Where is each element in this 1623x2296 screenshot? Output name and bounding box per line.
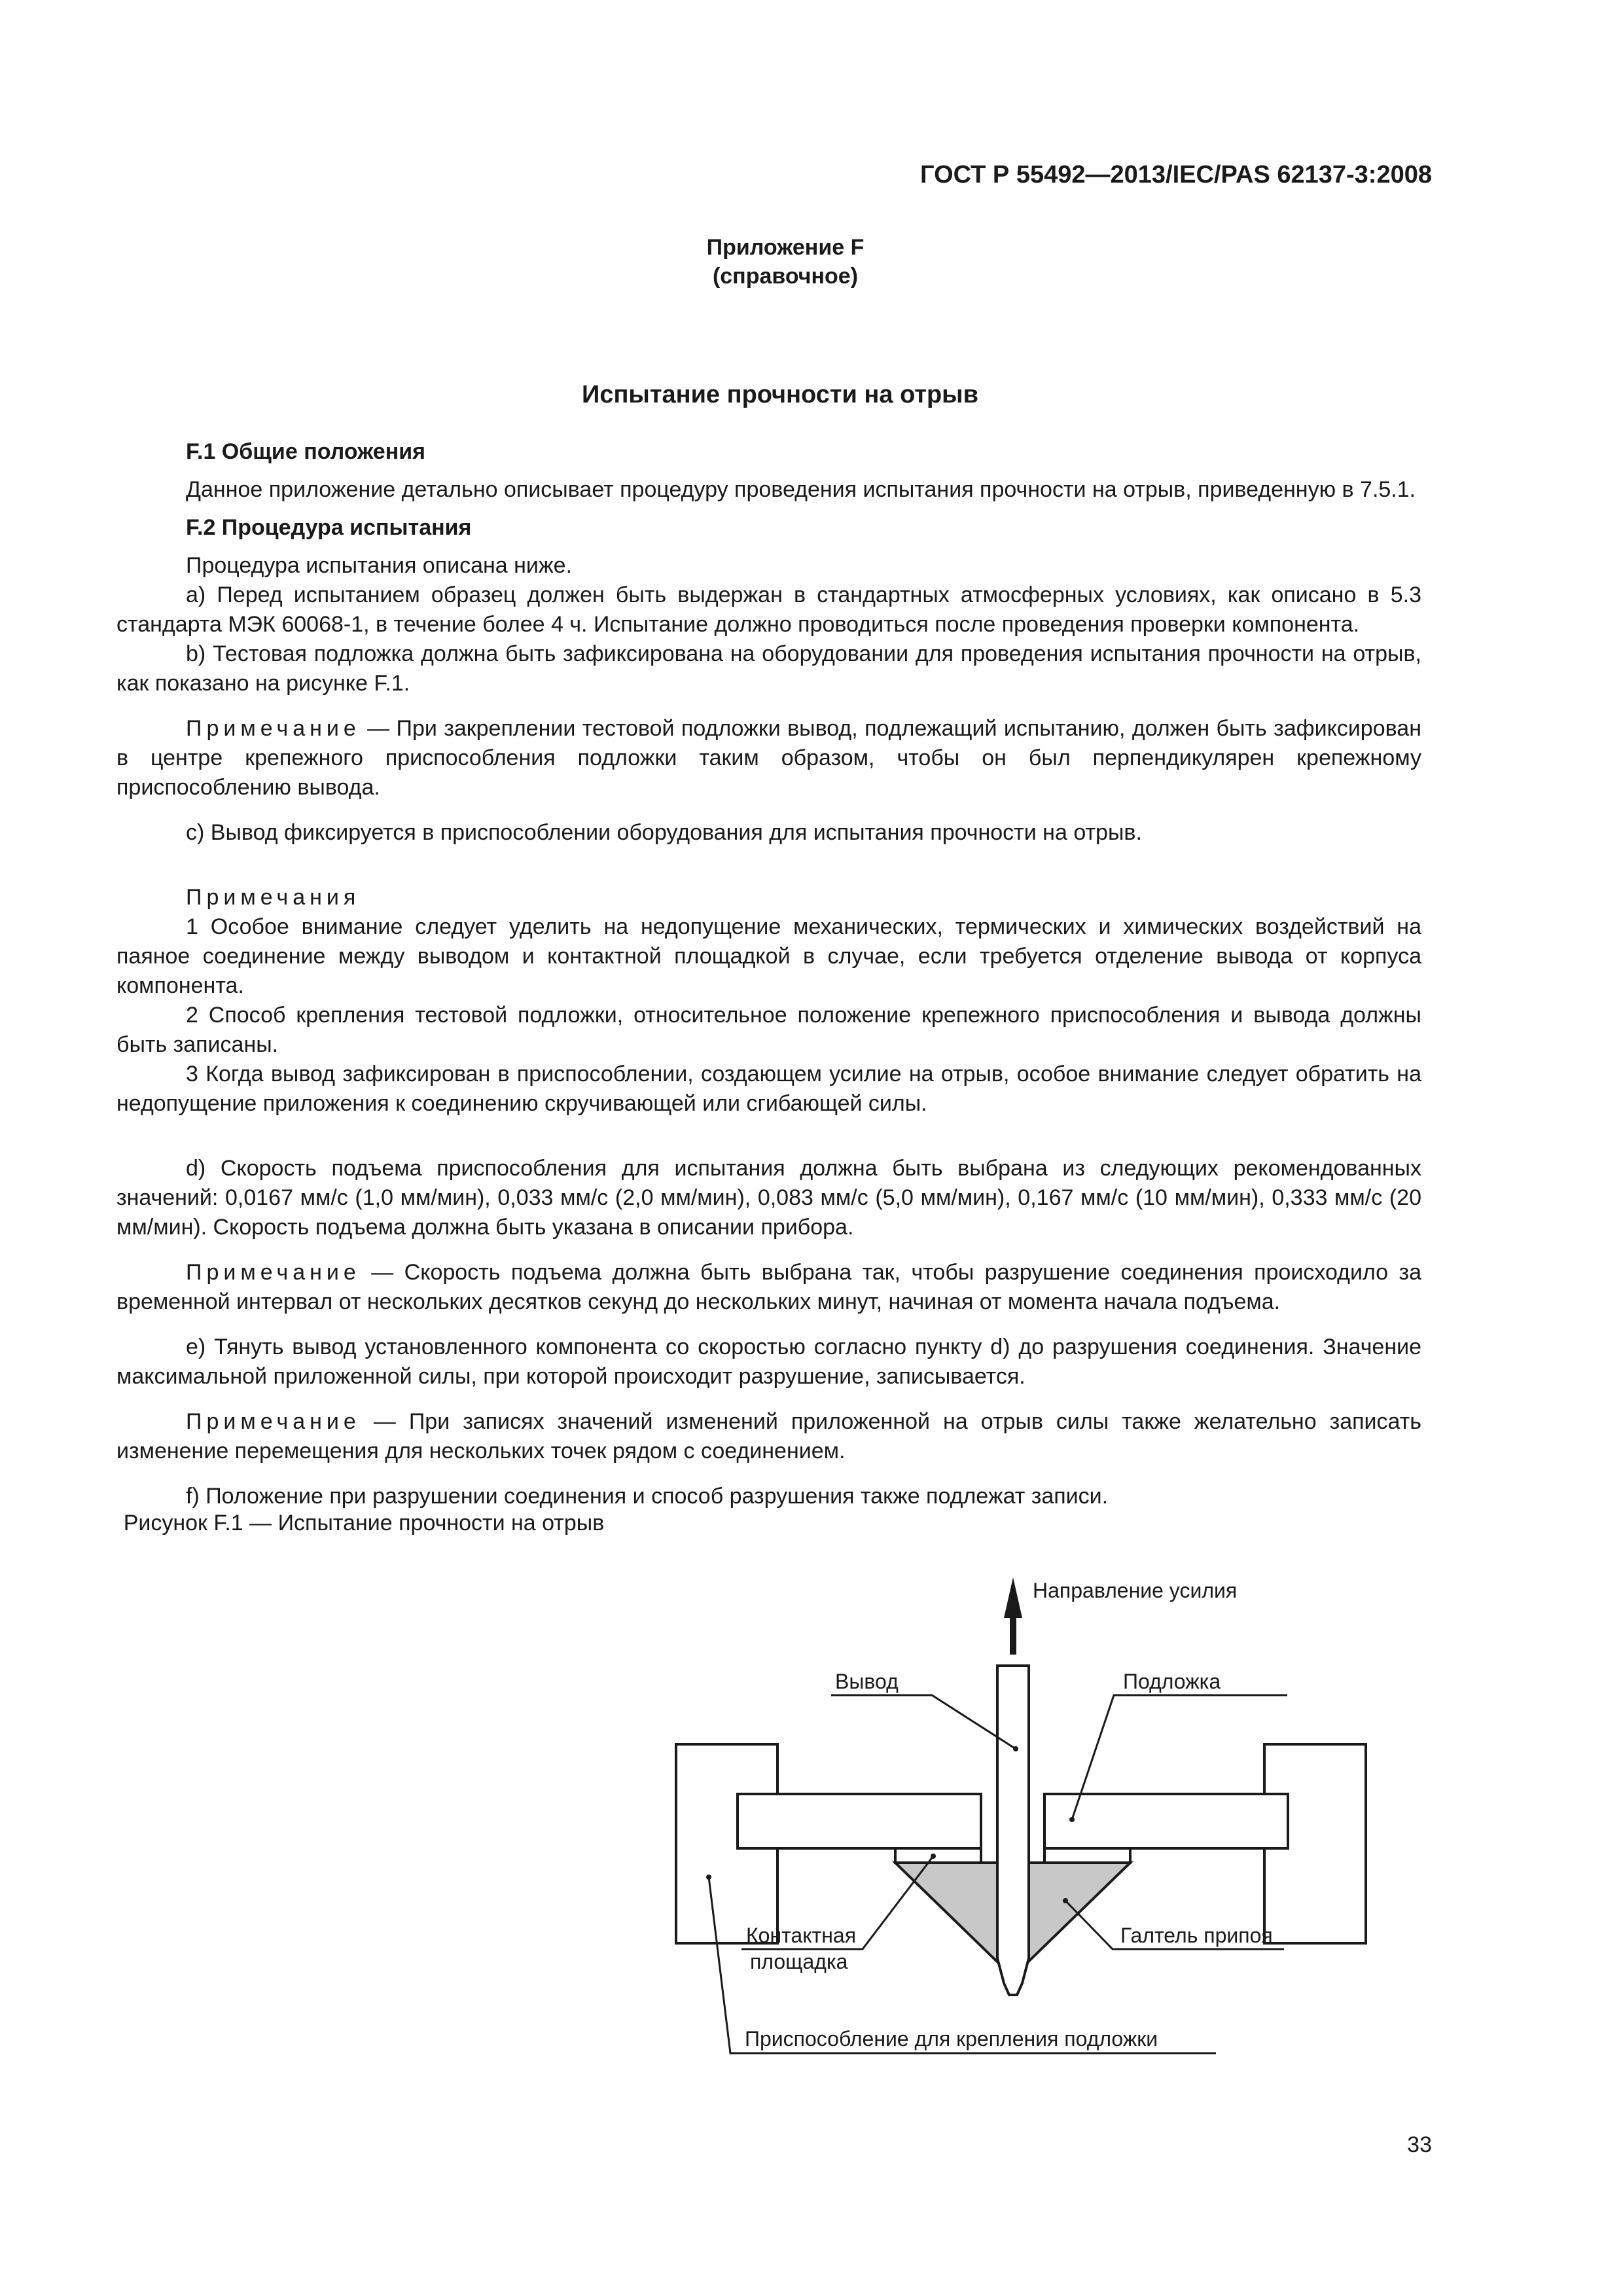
- item-f: f) Положение при разрушении соединения и способ разрушения также подлежат записи.: [186, 1484, 1109, 1509]
- note-d-label: Примечание: [186, 1260, 361, 1285]
- lead: [997, 1666, 1029, 1995]
- annex-title: Испытание прочности на отрыв: [582, 381, 978, 408]
- label-substrate: Подложка: [1123, 1670, 1221, 1693]
- note-e-label: Примечание: [186, 1409, 361, 1434]
- note-d-text: — Скорость подъема должна быть выбрана так, чтобы разрушение соединения происходило за временной интервал от нескольких десятков секунд до нескольких минут, начиная от момента начала подъема.: [116, 1260, 1421, 1314]
- label-contact-pad-line2: площадка: [750, 1950, 848, 1973]
- leader-contact-pad-dot: [931, 1854, 936, 1859]
- notes-label: Примечания: [186, 885, 361, 910]
- leader-fixture-dot: [706, 1874, 711, 1880]
- leader-lead: [831, 1695, 1016, 1749]
- item-d: d) Скорость подъема приспособления для испытания должна быть выбрана из следующих рекомендованных значений: 0,0167 мм/с (1,0 мм/мин), 0,033 мм/с (2,0 мм/мин), 0,083 мм/с (5,0 мм/мин), 0,167 мм/с (10 мм/мин), 0,333 мм/с (20 мм/мин). Скорость подъема должна быть указана в описании прибора.: [116, 1156, 1421, 1240]
- force-arrow-head: [1004, 1577, 1022, 1618]
- page-number: 33: [1407, 2132, 1432, 2157]
- note-1: 1 Особое внимание следует уделить на недопущение механических, термических и химических воздействий на паяное соединение между выводом и контактной площадкой в случае, если требуется отделение вывода от корпуса компонента.: [116, 914, 1421, 998]
- item-b: b) Тестовая подложка должна быть зафиксирована на оборудовании для проведения испытания прочности на отрыв, как показано на рисунке F.1.: [116, 641, 1421, 696]
- label-contact-pad-line1: Контактная: [746, 1924, 857, 1947]
- note-e-text: — При записях значений изменений приложенной на отрыв силы также желательно записать изменение перемещения для нескольких точек рядом с соединением.: [116, 1409, 1421, 1463]
- section-f1-heading: F.1 Общие положения: [186, 439, 425, 464]
- standard-id: ГОСТ Р 55492—2013/IEC/PAS 62137-3:2008: [920, 161, 1432, 188]
- leader-substrate-dot: [1069, 1817, 1075, 1822]
- leader-fillet-dot: [1063, 1898, 1068, 1903]
- contact-pad-right: [1044, 1848, 1130, 1863]
- annex-label: Приложение F: [706, 235, 865, 260]
- label-lead: Вывод: [835, 1670, 899, 1693]
- substrate-left-bar: [738, 1794, 981, 1848]
- substrate-right-bar: [1044, 1794, 1288, 1848]
- label-solder-fillet: Галтель припоя: [1120, 1924, 1273, 1947]
- item-c: c) Вывод фиксируется в приспособлении оборудования для испытания прочности на отрыв.: [186, 820, 1142, 845]
- note-b-text: — При закреплении тестовой подложки вывод, подлежащий испытанию, должен быть зафиксирован в центре крепежного приспособления подложки таким образом, чтобы он был перпендикулярен крепежному приспособлению вывода.: [116, 716, 1421, 800]
- item-e: e) Тянуть вывод установленного компонента со скоростью согласно пункту d) до разрушения соединения. Значение максимальной приложенной силы, при которой происходит разрушение, записывается.: [116, 1335, 1421, 1389]
- contact-pad-left: [895, 1848, 981, 1863]
- section-f2-heading: F.2 Процедура испытания: [186, 515, 472, 540]
- annex-type: (справочное): [712, 264, 859, 289]
- item-a: a) Перед испытанием образец должен быть выдержан в стандартных атмосферных условиях, как описано в 5.3 стандарта МЭК 60068-1, в течение более 4 ч. Испытание должно проводиться после проведения проверки компонента.: [116, 583, 1421, 637]
- note-2: 2 Способ крепления тестовой подложки, относительное положение крепежного приспособления и вывода должны быть записаны.: [116, 1003, 1421, 1057]
- section-f1-paragraph: Данное приложение детально описывает процедуру проведения испытания прочности на отрыв, приведенную в 7.5.1.: [186, 477, 1416, 502]
- section-f2-intro: Процедура испытания описана ниже.: [186, 553, 573, 578]
- note-3: 3 Когда вывод зафиксирован в приспособлении, создающем усилие на отрыв, особое внимание следует обратить на недопущение приложения к соединению скручивающей или сгибающей силы.: [116, 1062, 1421, 1116]
- figure-caption: Рисунок F.1 — Испытание прочности на отрыв: [123, 1511, 605, 1535]
- leader-lead-dot: [1013, 1746, 1018, 1751]
- note-b-label: Примечание: [186, 716, 361, 741]
- label-force-direction: Направление усилия: [1033, 1579, 1238, 1602]
- label-fixture: Приспособление для крепления подложки: [745, 2027, 1158, 2051]
